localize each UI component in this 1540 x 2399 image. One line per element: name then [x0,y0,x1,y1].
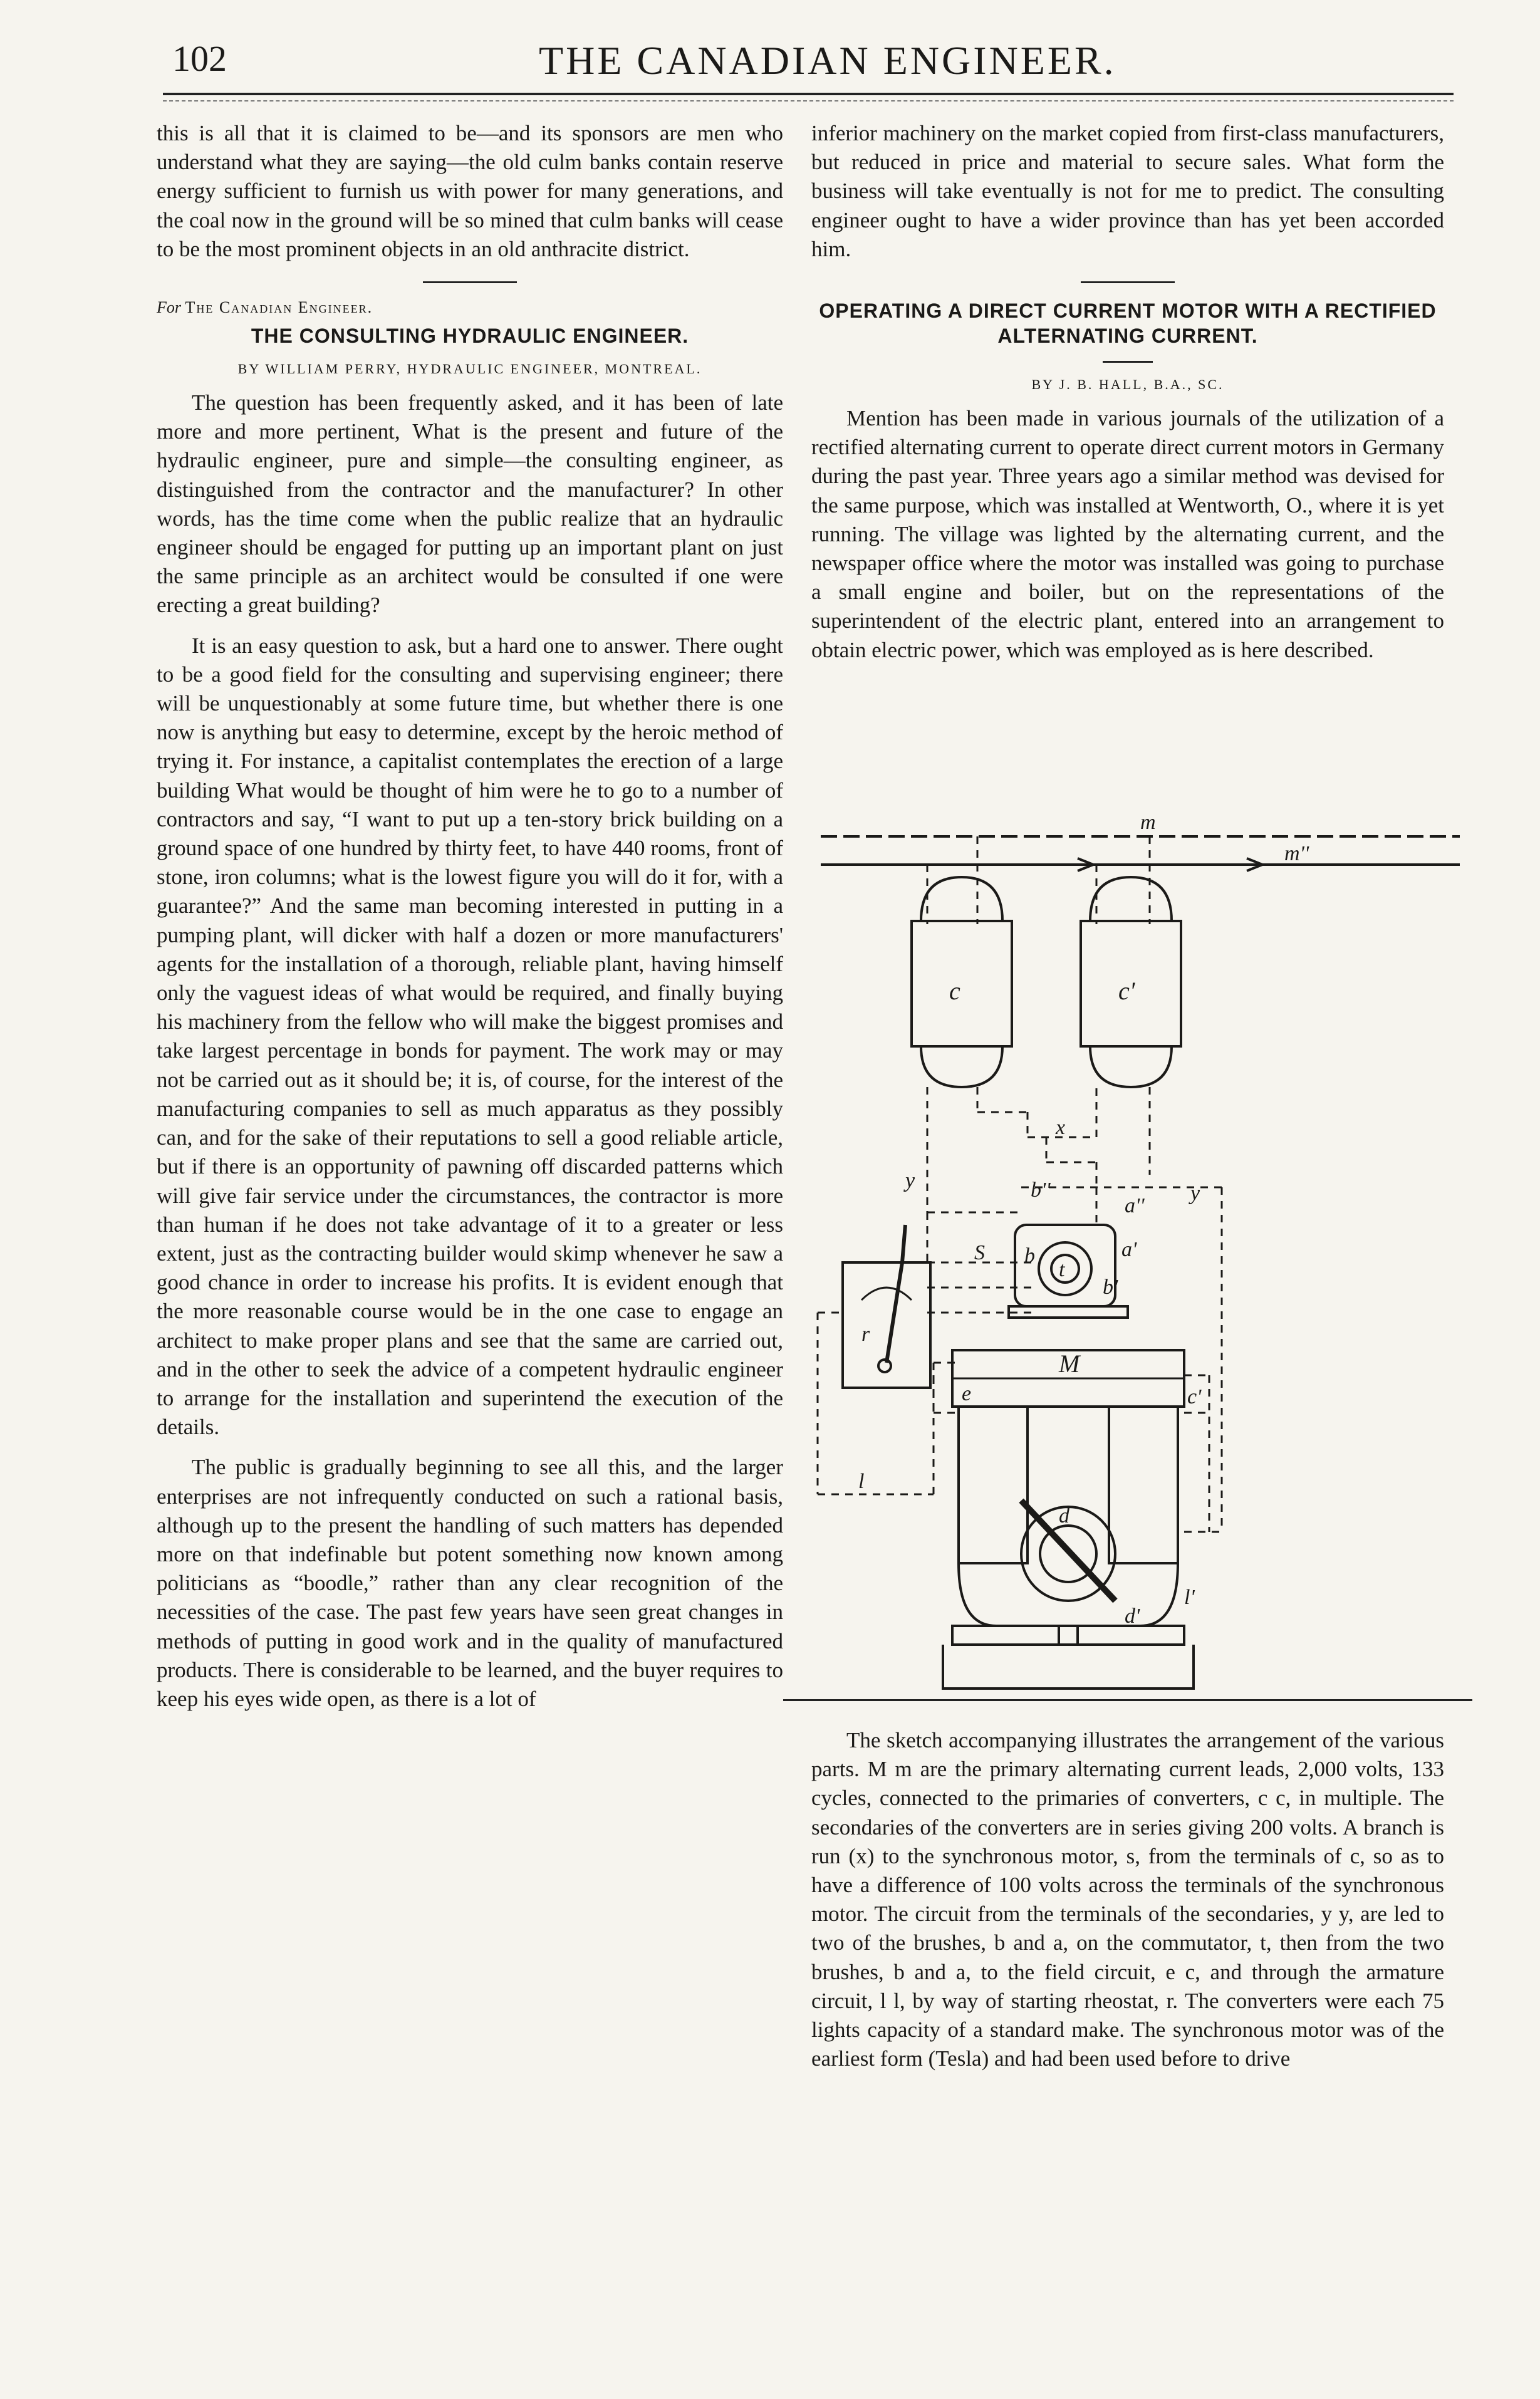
label-c-prime: c' [1118,977,1135,1005]
magnet-pole-left [959,1563,996,1626]
left-column [157,119,783,1725]
section-divider [1081,281,1175,283]
label-c: c [949,977,960,1005]
page-header [0,38,1540,94]
article-byline: BY J. B. HALL, B.A., SC. [1031,377,1224,393]
page-number: 102 [172,38,227,79]
right-column [811,119,1444,676]
label-a-prime: a' [1121,1238,1137,1261]
converter-coil-top [921,877,1002,921]
right-column-lower [811,1726,1444,2084]
converter-coil-bottom [1090,1046,1172,1087]
label-m-double: m'' [1284,842,1309,865]
label-y-left: y [905,1169,915,1192]
rheostat-arm [887,1262,902,1363]
motor-bed [952,1626,1184,1645]
field-magnet-left [959,1407,1028,1563]
figure-rule [783,1699,1472,1701]
label-M: M [1059,1350,1080,1378]
for-prefix: For [157,298,181,317]
rheostat-box [843,1262,930,1388]
body-paragraph: The sketch accompanying illustrates the arrangement of the various parts. M m are the primary alternating current leads, 2,000 volts, 133 cycles, connected to the primaries of converters, c c, in multiple. The secondaries of the converters are in series giving 200 volts. A branch is run (x) to the synchronous motor, s, from the terminals of c, so as to have a difference of 100 volts across the terminals of the synchronous motor. The circuit from the terminals of the secondaries, y y, are led to two of the brushes, b and a, on the commutator, t, then from the two brushes, b and a, to the field circuit, e c, and through the armature circuit, l l, by way of starting rheostat, r. The converters were each 75 lights capacity of a standard make. The synchronous motor was of the earliest form (Tesla) and had been used before to drive [811,1728,1444,2071]
for-line [157,298,783,317]
converter-c [912,921,1012,1046]
label-a-upper: a'' [1125,1194,1145,1217]
label-r: r [861,1323,870,1346]
header-rule-dashed [163,100,1454,101]
intro-paragraph: this is all that it is claimed to be—and its sponsors are men who understand what they are saying—the old culm banks contain reserve energy sufficient to furnish us with power for many generations, and the coal now in the ground will be so mined that culm banks will cease to be the most prominent objects in an old anthracite district. [157,121,783,261]
label-s: S [974,1241,985,1264]
body-paragraph: The question has been frequently asked, and it has been of late more and more pertinent, What is the present and future of the hydraulic engineer, pure and simple—the consulting engineer, as distinguished from the contractor and the manufacturer? In other words, has the time come when the public realize that an hydraulic engineer should be engaged for putting up an important plant on just the same principle as an architect would be consulted if one were erecting a great building? [157,390,783,618]
label-t: t [1059,1258,1065,1281]
article-title: THE CONSULTING HYDRAULIC ENGINEER. [251,325,689,348]
motor-pedestal [943,1645,1194,1689]
label-x: x [1056,1116,1066,1139]
commutator-hub [1051,1255,1079,1283]
converter-coil-bottom [921,1046,1002,1087]
field-magnet-right [1109,1407,1178,1563]
commutator-t [1039,1242,1091,1295]
label-d: d [1059,1504,1069,1527]
converter-coil-top [1090,877,1172,921]
body-paragraph: Mention has been made in various journals of the utilization of a rectified alternating current to operate direct current motors in Germany during the past year. Three years ago a similar method was devised for the same purpose, which was installed at Wentworth, O., where it is yet running. The village was lighted by the alternating current, and the newspaper office where the motor was installed was going to purchase a small engine and boiler, but on the representations of the superintendent of the electric plant, entered into an arrangement to obtain electric power, which was employed as is here described. [811,406,1444,662]
label-l: l [858,1470,865,1493]
label-b-prime: b' [1103,1276,1118,1299]
label-m: m [1140,811,1156,834]
label-e: e [962,1382,972,1405]
rheostat-pivot [878,1360,891,1372]
continuation-paragraph: inferior machinery on the market copied from first-class manufacturers, but reduced in price and material to secure sales. What form the business will take eventually is not for me to predict. The consulting engineer ought to have a wider province than has yet been accorded him. [811,121,1444,261]
title-divider [1103,361,1153,363]
section-divider [423,281,517,283]
body-paragraph: The public is gradually beginning to see all this, and the larger enterprises are not infrequently conducted on such a rational basis, although up to the present the handling of such matters has depended more on that indefinable but potent something now known among politicians as “boodle,” rather than any clear recognition of the necessities of the case. The past few years have seen great changes in methods of putting in good work and in the quality of manufactured products. There is considerable to be learned, and the buyer requires to keep his eyes wide open, as there is a lot of [157,1455,783,1711]
for-journal: The Canadian Engineer. [185,298,373,317]
label-d-prime: d' [1125,1605,1140,1628]
body-paragraph: It is an easy question to ask, but a hard one to answer. There ought to be a good field for the consulting and supervising engineer; there will be unquestionably at some future time, but whether there is one now is anything but easy to determine, except by the heroic method of trying it. For instance, a capitalist contemplates the erection of a large building What would be thought of him were he to go to a number of contractors and say, “I want to put up a ten-story brick building on a ground space of one hundred by thirty feet, to have 440 rooms, front of stone, iron columns; what is the lowest figure you will do it for, with a guarantee?” And the same man becoming interested in putting in a pumping plant, will dicker with half a dozen or more manufacturers' agents for the installation of a thorough, reliable plant, having himself only the vaguest ideas of what would be required, and finally buying his machinery from the fellow who will make the biggest promises and take largest percentage in bonds for payment. The work may or may not be carried out as it should be; it is, of course, for the interest of the manufacturing companies to sell as much apparatus as they possibly can, and for the sake of their reputations to sell a good reliable article, but if there is an opportunity of pawning off discarded patterns which will give fair service under the circumstances, the contractor is more than human if he does not take advantage of it to a greater or less extent, just as the contracting builder would skimp whenever he saw a good chance in order to increase his profits. It is evident enough that the more reasonable course would be in the one case to engage an architect to make proper plans and see that the same are carried out, and in the other to seek the advice of a competent hydraulic engineer to arrange for the installation and superintend the execution of the details. [157,633,783,1440]
circuit-diagram-svg [808,811,1472,1720]
circuit-diagram [808,811,1472,1720]
label-b-upper: b'' [1031,1179,1051,1202]
label-l-prime: l' [1184,1586,1195,1609]
article-title: OPERATING A DIRECT CURRENT MOTOR WITH A RECTIFIED ALTERNATING CURRENT. [819,299,1437,348]
header-rule [163,93,1454,95]
label-y-right: y [1190,1182,1200,1205]
label-e-right: c' [1187,1385,1202,1408]
rheostat-arc [861,1288,912,1300]
article-byline: BY WILLIAM PERRY, HYDRAULIC ENGINEER, MONTREAL. [237,361,702,377]
journal-title: THE CANADIAN ENGINEER. [539,38,1116,83]
magnet-pole-right [1140,1563,1178,1626]
label-b: b [1024,1244,1035,1267]
